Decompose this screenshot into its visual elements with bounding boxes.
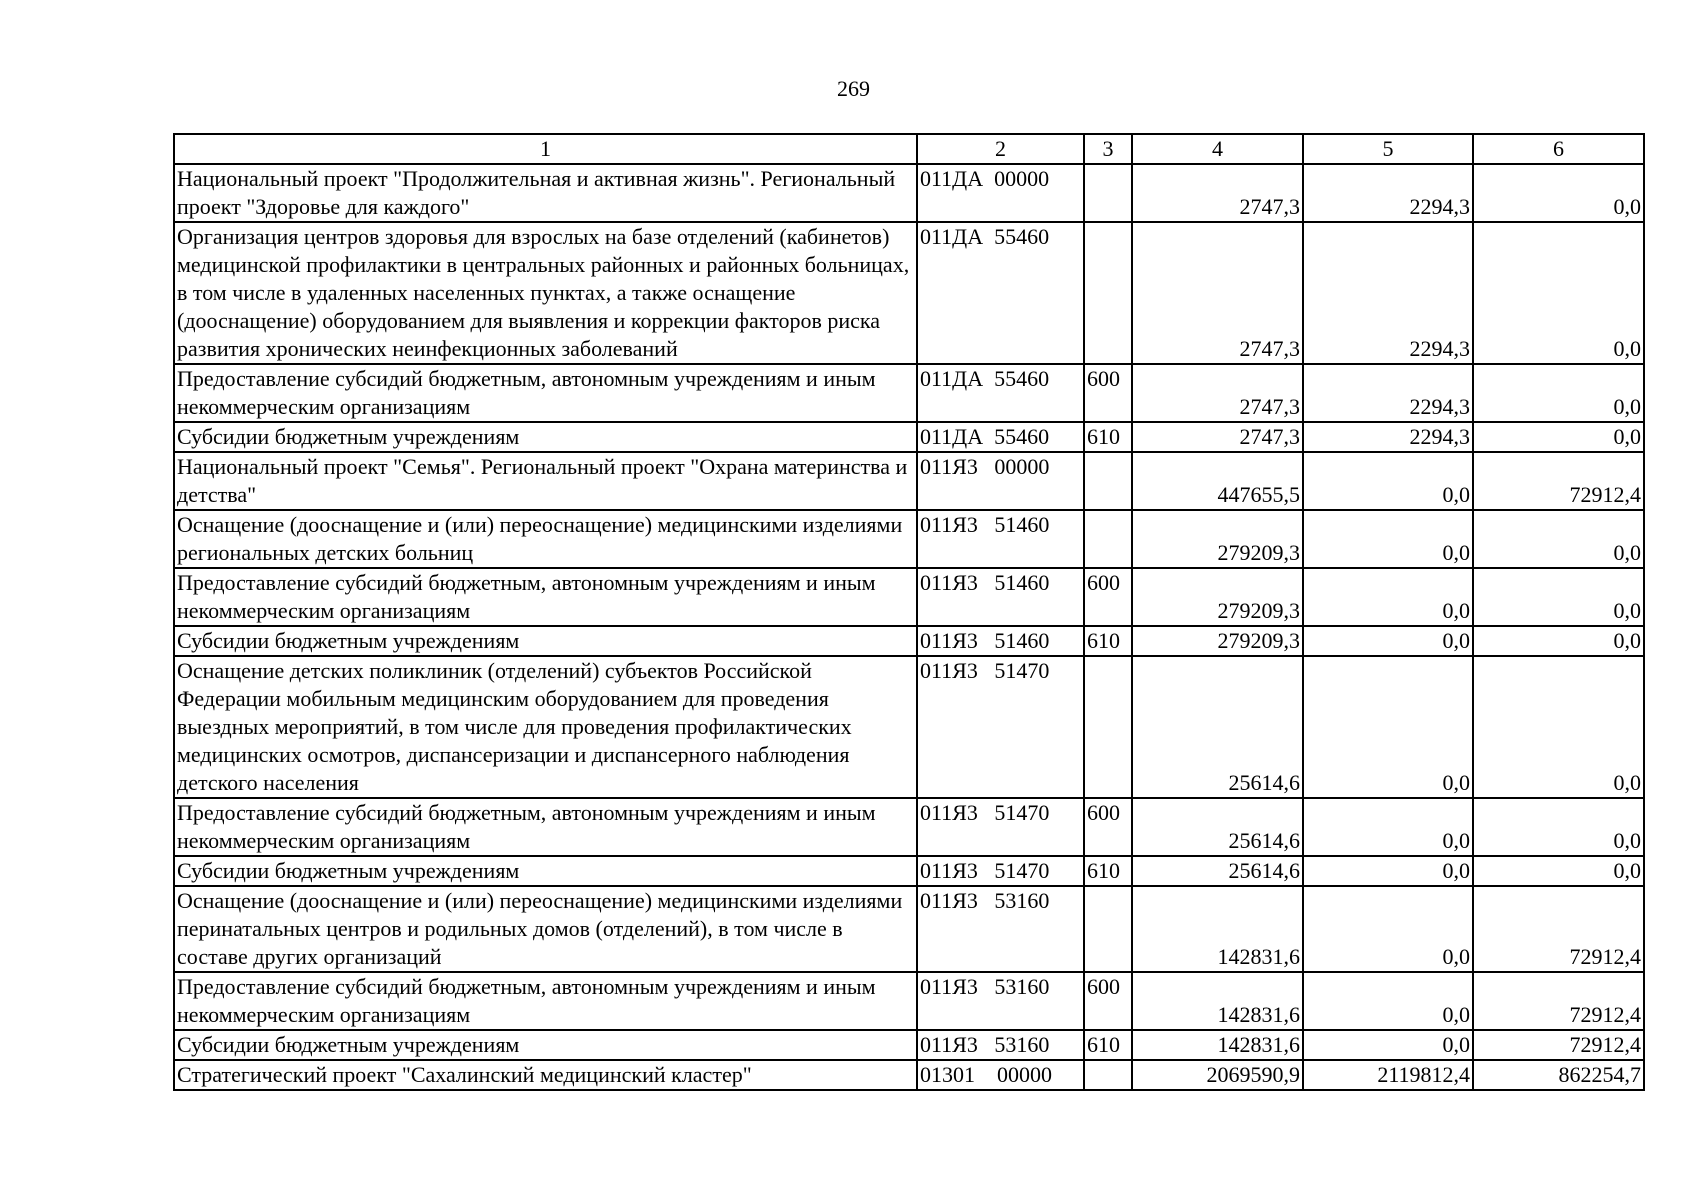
row-code: 011Я3 53160 <box>917 972 1084 1030</box>
row-code: 011Я3 51470 <box>917 798 1084 856</box>
row-value-col4: 279209,3 <box>1132 568 1303 626</box>
table-row <box>174 222 1644 364</box>
row-name: Оснащение (дооснащение и (или) переоснащение) медицинскими изделиями региональных детских больниц <box>174 510 917 568</box>
budget-table <box>173 133 1645 1091</box>
row-value-col6: 862254,7 <box>1473 1060 1644 1090</box>
row-name: Субсидии бюджетным учреждениям <box>174 422 917 452</box>
row-code: 011ДА 55460 <box>917 364 1084 422</box>
row-name: Субсидии бюджетным учреждениям <box>174 856 917 886</box>
row-value-col4: 25614,6 <box>1132 656 1303 798</box>
column-header: 2 <box>917 134 1084 164</box>
row-value-col4: 25614,6 <box>1132 798 1303 856</box>
row-code: 011Я3 53160 <box>917 886 1084 972</box>
row-code: 011Я3 51460 <box>917 626 1084 656</box>
table-row <box>174 626 1644 656</box>
row-code: 011Я3 51460 <box>917 510 1084 568</box>
page-number: 269 <box>837 76 870 101</box>
row-value-col4: 2747,3 <box>1132 222 1303 364</box>
row-name: Субсидии бюджетным учреждениям <box>174 1030 917 1060</box>
row-expense-type <box>1084 1060 1132 1090</box>
row-name: Оснащение (дооснащение и (или) переоснащение) медицинскими изделиями перинатальных центров и родильных домов (отделений), в том числе в составе других организаций <box>174 886 917 972</box>
row-code: 011Я3 51460 <box>917 568 1084 626</box>
row-name: Предоставление субсидий бюджетным, автономным учреждениям и иным некоммерческим организациям <box>174 364 917 422</box>
row-value-col6: 0,0 <box>1473 568 1644 626</box>
column-header: 4 <box>1132 134 1303 164</box>
row-value-col6: 0,0 <box>1473 164 1644 222</box>
row-expense-type <box>1084 164 1132 222</box>
row-value-col4: 2747,3 <box>1132 164 1303 222</box>
row-value-col6: 0,0 <box>1473 222 1644 364</box>
table-row <box>174 510 1644 568</box>
row-expense-type: 600 <box>1084 972 1132 1030</box>
row-name: Субсидии бюджетным учреждениям <box>174 626 917 656</box>
table-row <box>174 656 1644 798</box>
row-value-col6: 72912,4 <box>1473 886 1644 972</box>
table-row <box>174 422 1644 452</box>
row-expense-type <box>1084 886 1132 972</box>
table-row <box>174 798 1644 856</box>
row-value-col4: 2747,3 <box>1132 364 1303 422</box>
row-value-col4: 279209,3 <box>1132 626 1303 656</box>
row-value-col5: 0,0 <box>1303 856 1473 886</box>
row-code: 011Я3 00000 <box>917 452 1084 510</box>
row-value-col6: 72912,4 <box>1473 972 1644 1030</box>
row-expense-type <box>1084 656 1132 798</box>
row-value-col4: 142831,6 <box>1132 1030 1303 1060</box>
table-row <box>174 1030 1644 1060</box>
row-value-col5: 0,0 <box>1303 568 1473 626</box>
header-row <box>174 134 1644 164</box>
table-row <box>174 972 1644 1030</box>
row-code: 011ДА 00000 <box>917 164 1084 222</box>
row-value-col6: 0,0 <box>1473 364 1644 422</box>
row-name: Стратегический проект "Сахалинский медицинский кластер" <box>174 1060 917 1090</box>
row-code: 011Я3 51470 <box>917 856 1084 886</box>
row-value-col5: 0,0 <box>1303 656 1473 798</box>
row-value-col4: 25614,6 <box>1132 856 1303 886</box>
row-value-col5: 0,0 <box>1303 972 1473 1030</box>
row-value-col5: 2294,3 <box>1303 422 1473 452</box>
table-row <box>174 568 1644 626</box>
row-expense-type: 610 <box>1084 1030 1132 1060</box>
row-name: Предоставление субсидий бюджетным, автономным учреждениям и иным некоммерческим организациям <box>174 568 917 626</box>
row-value-col5: 0,0 <box>1303 452 1473 510</box>
table-body <box>174 164 1644 1090</box>
column-header: 5 <box>1303 134 1473 164</box>
row-value-col5: 2119812,4 <box>1303 1060 1473 1090</box>
row-name: Предоставление субсидий бюджетным, автономным учреждениям и иным некоммерческим организациям <box>174 798 917 856</box>
row-value-col4: 279209,3 <box>1132 510 1303 568</box>
row-expense-type: 610 <box>1084 422 1132 452</box>
table-row <box>174 164 1644 222</box>
table-row <box>174 886 1644 972</box>
row-expense-type: 610 <box>1084 626 1132 656</box>
row-value-col4: 142831,6 <box>1132 886 1303 972</box>
row-value-col6: 72912,4 <box>1473 452 1644 510</box>
row-value-col4: 2069590,9 <box>1132 1060 1303 1090</box>
row-code: 01301 00000 <box>917 1060 1084 1090</box>
row-value-col6: 72912,4 <box>1473 1030 1644 1060</box>
row-value-col5: 0,0 <box>1303 626 1473 656</box>
row-code: 011ДА 55460 <box>917 222 1084 364</box>
column-header: 3 <box>1084 134 1132 164</box>
row-value-col5: 0,0 <box>1303 1030 1473 1060</box>
row-name: Организация центров здоровья для взрослых на базе отделений (кабинетов) медицинской профилактики в центральных районных и районных больницах, в том числе в удаленных населенных пунктах, а также оснащение (дооснащение) оборудованием для выявления и коррекции факторов риска развития хронических неинфекционных заболеваний <box>174 222 917 364</box>
row-value-col6: 0,0 <box>1473 856 1644 886</box>
row-value-col4: 2747,3 <box>1132 422 1303 452</box>
row-expense-type <box>1084 452 1132 510</box>
row-value-col5: 0,0 <box>1303 510 1473 568</box>
row-value-col4: 447655,5 <box>1132 452 1303 510</box>
row-code: 011ДА 55460 <box>917 422 1084 452</box>
row-name: Национальный проект "Продолжительная и активная жизнь". Региональный проект "Здоровье для каждого" <box>174 164 917 222</box>
row-expense-type <box>1084 510 1132 568</box>
column-header: 6 <box>1473 134 1644 164</box>
table-row <box>174 364 1644 422</box>
row-value-col6: 0,0 <box>1473 656 1644 798</box>
table-row <box>174 856 1644 886</box>
row-value-col6: 0,0 <box>1473 510 1644 568</box>
table-row <box>174 452 1644 510</box>
column-header: 1 <box>174 134 917 164</box>
row-value-col4: 142831,6 <box>1132 972 1303 1030</box>
row-value-col5: 2294,3 <box>1303 222 1473 364</box>
row-value-col5: 0,0 <box>1303 798 1473 856</box>
row-expense-type <box>1084 222 1132 364</box>
row-expense-type: 600 <box>1084 798 1132 856</box>
row-value-col5: 2294,3 <box>1303 164 1473 222</box>
row-name: Предоставление субсидий бюджетным, автономным учреждениям и иным некоммерческим организациям <box>174 972 917 1030</box>
row-expense-type: 600 <box>1084 568 1132 626</box>
row-code: 011Я3 51470 <box>917 656 1084 798</box>
row-code: 011Я3 53160 <box>917 1030 1084 1060</box>
row-name: Национальный проект "Семья". Региональный проект "Охрана материнства и детства" <box>174 452 917 510</box>
row-name: Оснащение детских поликлиник (отделений) субъектов Российской Федерации мобильным медицинским оборудованием для проведения выездных мероприятий, в том числе для проведения профилактических медицинских осмотров, диспансеризации и диспансерного наблюдения детского населения <box>174 656 917 798</box>
table-row <box>174 1060 1644 1090</box>
row-expense-type: 610 <box>1084 856 1132 886</box>
row-value-col6: 0,0 <box>1473 798 1644 856</box>
row-value-col6: 0,0 <box>1473 626 1644 656</box>
row-value-col5: 0,0 <box>1303 886 1473 972</box>
row-value-col5: 2294,3 <box>1303 364 1473 422</box>
row-expense-type: 600 <box>1084 364 1132 422</box>
row-value-col6: 0,0 <box>1473 422 1644 452</box>
